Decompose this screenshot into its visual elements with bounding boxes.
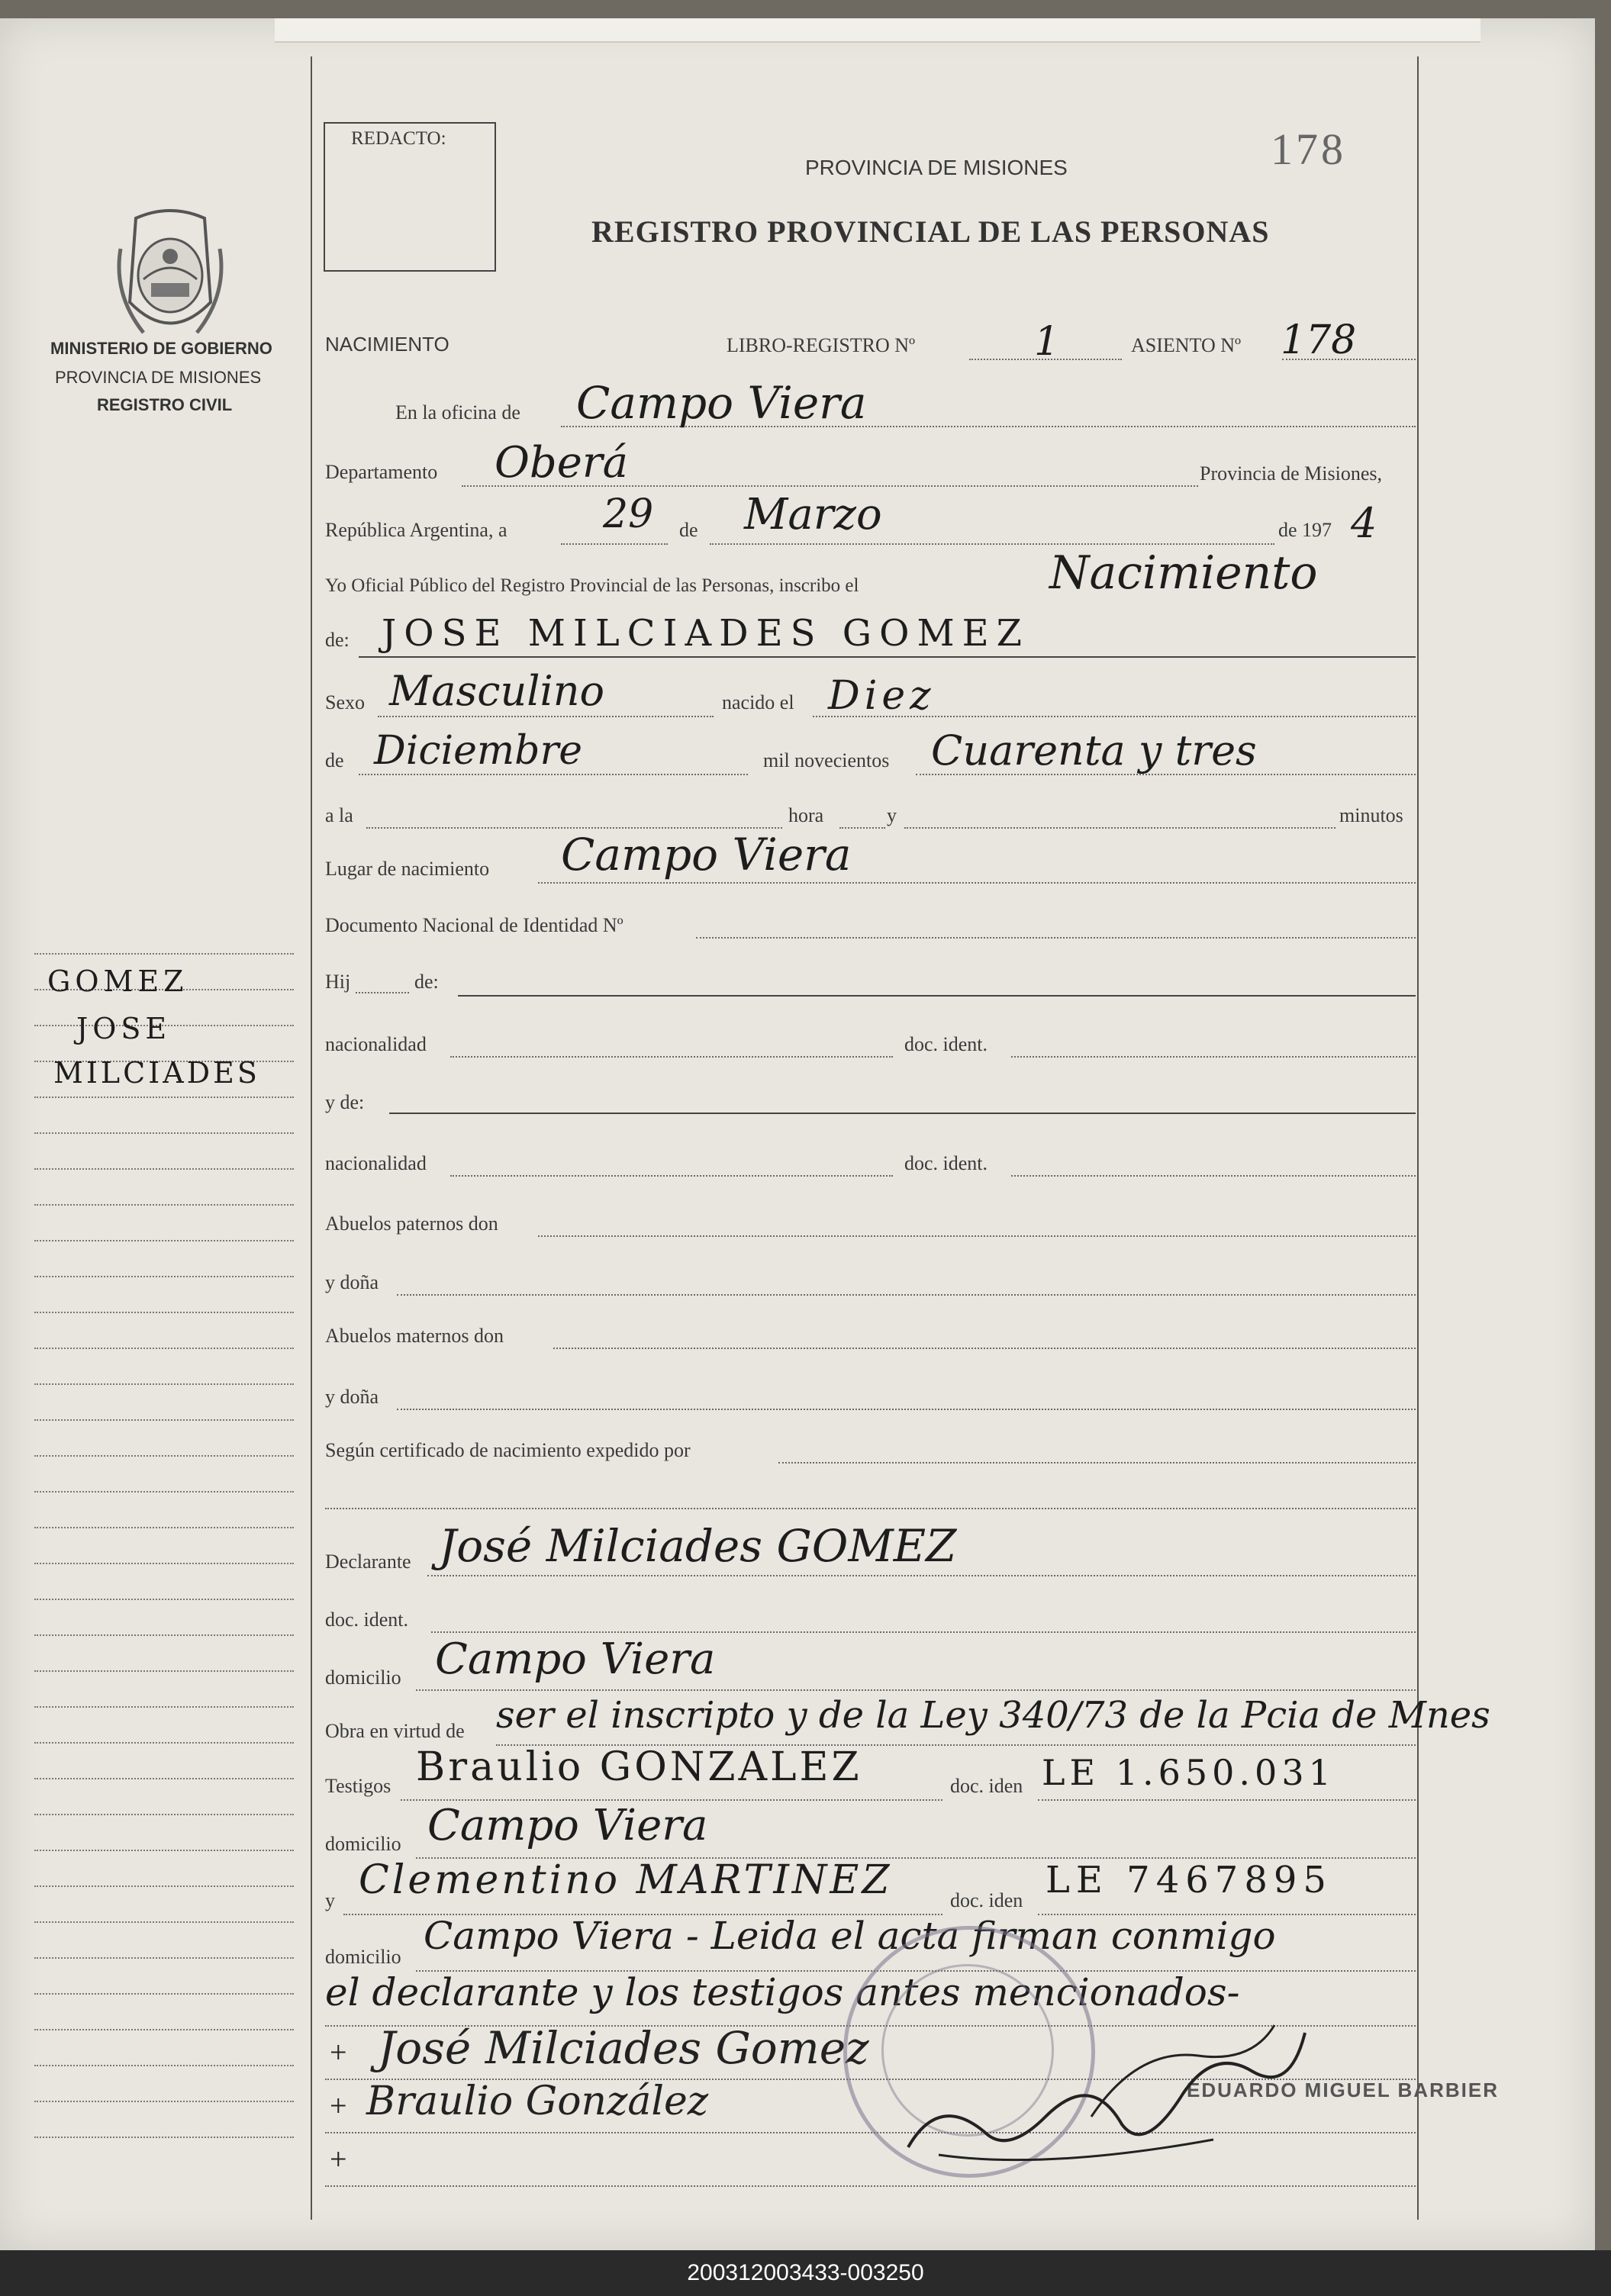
signature-mark: + [330,2088,347,2123]
margin-line [34,1599,294,1600]
witness1-domicile-value: Campo Viera [427,1801,708,1850]
witness2-domicile-value: Campo Viera - Leida el acta firman conmigo [424,1914,1276,1958]
day-line [561,543,668,545]
dni-label: Documento Nacional de Identidad Nº [325,914,623,936]
entry-label: ASIENTO Nº [1131,334,1242,356]
margin-line [34,1957,294,1959]
department-label: Departamento [325,461,438,483]
page-number: 178 [1271,124,1346,174]
left-frame-line [311,56,312,2220]
margin-line [34,1312,294,1313]
margin-note-first-name: JOSE [76,1012,172,1045]
born-label: nacido el [722,691,794,713]
minutes-line [904,827,1336,829]
declarant-domicile-line [416,1689,1416,1691]
margin-line [34,1383,294,1385]
witnesses-label: Testigos [325,1775,391,1797]
margin-line [34,2029,294,2030]
closing-text: el declarante y los testigos antes mencionados- [325,1970,1240,2014]
archive-identifier: 200312003433-003250 [687,2260,924,2285]
declarant-signature: José Milciades Gomez [378,2022,869,2074]
witness1-doc-line [1038,1799,1416,1801]
name-de-label: de: [325,629,350,651]
margin-line [34,1491,294,1493]
margin-line [34,1455,294,1457]
declarant-domicile-label: domicilio [325,1666,401,1689]
margin-note-surname: GOMEZ [47,964,188,998]
maternal-grandfather-line [553,1348,1416,1349]
paternal-grandfather-line [538,1235,1416,1237]
certificate-line-2 [325,1508,1416,1509]
margin-line [34,1168,294,1170]
birthplace-value: Campo Viera [561,829,852,881]
declarant-value: José Milciades GOMEZ [439,1520,957,1572]
signature-mark: + [330,2035,347,2069]
margin-line [34,1778,294,1779]
margin-line [34,1527,294,1528]
margin-line [34,2101,294,2102]
coat-of-arms-seal [113,203,227,352]
margin-line [34,1096,294,1098]
year-label: de 197 [1278,519,1332,541]
book-label: LIBRO-REGISTRO Nº [727,334,916,356]
born-de-label: de [325,749,344,771]
margin-line [34,1276,294,1277]
obra-label: Obra en virtud de [325,1720,465,1742]
province-heading: PROVINCIA DE MISIONES [805,156,1068,179]
parent1-line [458,995,1416,997]
witness2-value: Clementino MARTINEZ [359,1857,893,1903]
sex-line [378,716,714,717]
department-value: Oberá [495,438,629,488]
paternal-grandparents-label: Abuelos paternos don [325,1212,498,1235]
signature-line-3 [325,2185,1416,2187]
witness2-y-label: y [325,1889,335,1911]
hour-label: hora [788,804,824,826]
record-type-label: NACIMIENTO [325,333,449,356]
parent2-nationality-label: nacionalidad [325,1152,427,1174]
office-label: En la oficina de [395,401,520,423]
witness2-domicile-label: domicilio [325,1946,401,1968]
witness2-doc-value: LE 7467895 [1046,1859,1332,1902]
margin-line [34,1670,294,1672]
official-signature [893,2002,1320,2182]
month-line [710,543,1274,545]
margin-line [34,1634,294,1636]
sidebar-province-label: PROVINCIA DE MISIONES [55,368,262,387]
underlying-page-edge [275,18,1481,43]
signature-mark: + [330,2142,347,2176]
maternal-grandmother-line [397,1409,1416,1410]
margin-line [34,1132,294,1134]
registry-title: REGISTRO PROVINCIAL DE LAS PERSONAS [591,214,1270,249]
parent2-doc-label: doc. ident. [904,1152,988,1174]
margin-line [34,1706,294,1708]
declarant-doc-label: doc. ident. [325,1608,409,1631]
margin-line [34,1921,294,1923]
margin-line [34,1204,294,1206]
archive-identifier-bar [0,2250,1611,2296]
margin-line [34,1742,294,1744]
margin-line [34,1993,294,1995]
paternal-grandmother-label: y doña [325,1271,379,1293]
margin-line [34,2137,294,2138]
dni-line [696,937,1416,939]
parent1-de-label: de: [414,971,439,993]
hour-y-label: y [887,804,897,826]
office-value: Campo Viera [576,377,867,429]
civil-registry-label: REGISTRO CIVIL [97,395,233,414]
margin-line [34,1419,294,1421]
parent2-de-label: y de: [325,1091,365,1113]
child-of-suffix-line [356,992,409,993]
parent2-doc-line [1011,1175,1416,1177]
thousand-label: mil novecientos [763,749,890,771]
entry-number-value: 178 [1281,317,1357,363]
book-number-value: 1 [1034,319,1060,365]
parent2-nationality-line [450,1175,893,1177]
witness1-value: Braulio GONZALEZ [416,1744,862,1790]
born-month-value: Diciembre [374,728,583,774]
sex-value: Masculino [389,667,605,715]
witness2-doc-label: doc. iden [950,1889,1023,1911]
year-digit-value: 4 [1351,499,1377,547]
right-frame-line [1417,56,1419,2220]
margin-line [34,1563,294,1564]
declarant-doc-line [431,1631,1416,1633]
margin-line [34,953,294,955]
official-name-stamp: EDUARDO MIGUEL BARBIER [1187,2079,1499,2101]
maternal-grandparents-label: Abuelos maternos don [325,1325,504,1347]
margin-line [34,1850,294,1851]
month-value: Marzo [744,490,882,539]
birthplace-line [538,882,1416,884]
certificate-label: Según certificado de nacimiento expedido por [325,1439,691,1461]
country-label: República Argentina, a [325,519,507,541]
parent1-nationality-label: nacionalidad [325,1033,427,1055]
declarant-line [427,1575,1416,1576]
act-value: Nacimiento [1049,546,1318,600]
province-suffix: Provincia de Misiones, [1200,462,1383,485]
maternal-grandmother-label: y doña [325,1386,379,1408]
witness1-doc-value: LE 1.650.031 [1042,1752,1336,1793]
date-de-label: de [679,519,698,541]
witness1-domicile-label: domicilio [325,1833,401,1855]
minutes-label: minutos [1339,804,1403,826]
margin-line [34,1814,294,1815]
margin-line [34,2065,294,2066]
margin-line [34,1348,294,1349]
child-of-label: Hij [325,971,351,993]
document-page [0,18,1595,2250]
margin-note-middle-name: MILCIADES [53,1056,260,1090]
born-year-value: Cuarenta y tres [931,726,1257,774]
born-day-value: Diez [828,673,936,719]
redacto-label: REDACTO: [351,128,446,149]
hour-a-la-label: a la [325,804,353,826]
certificate-line [778,1462,1416,1464]
obra-value: ser el inscripto y de la Ley 340/73 de la Pcia de Mnes [496,1694,1490,1737]
parent1-doc-label: doc. ident. [904,1033,988,1055]
day-value: 29 [603,491,654,537]
birthplace-label: Lugar de nacimiento [325,858,490,880]
margin-line [34,1240,294,1241]
witness1-signature: Braulio González [366,2079,709,2124]
parent2-line [389,1113,1416,1114]
official-statement: Yo Oficial Público del Registro Provincial de las Personas, inscribo el [325,575,859,596]
name-value: JOSE MILCIADES GOMEZ [382,612,1030,655]
born-month-line [359,774,748,775]
parent1-nationality-line [450,1056,893,1058]
witness1-doc-label: doc. iden [950,1775,1023,1797]
ministry-label: MINISTERIO DE GOBIERNO [50,339,272,358]
parent1-doc-line [1011,1056,1416,1058]
margin-line [34,1885,294,1887]
name-line [359,656,1416,658]
paternal-grandmother-line [397,1294,1416,1296]
declarant-domicile-value: Campo Viera [435,1634,716,1684]
declarant-label: Declarante [325,1551,411,1573]
sex-label: Sexo [325,691,365,713]
